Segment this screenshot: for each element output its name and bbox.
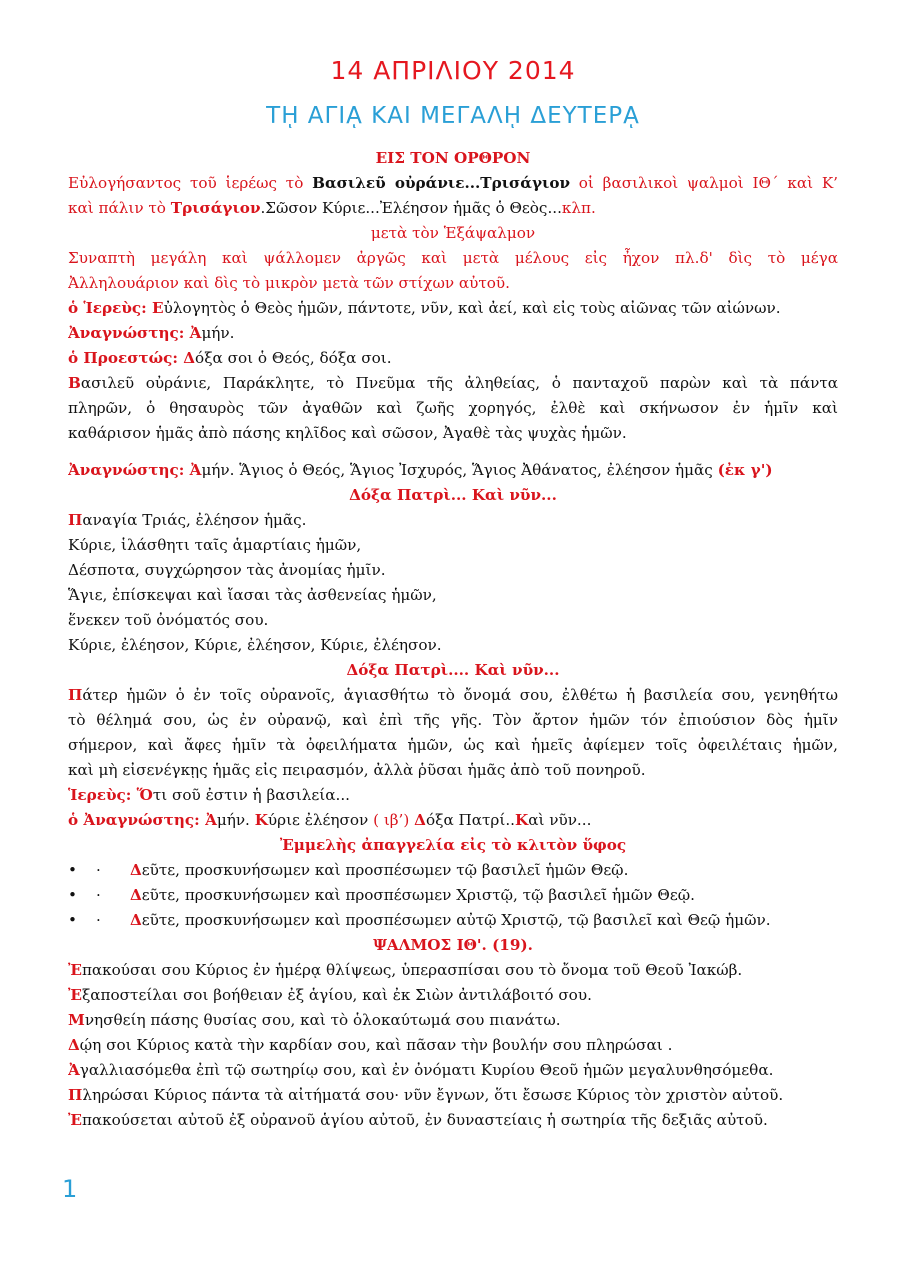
item-text: εῦτε, προσκυνήσωμεν καὶ προσπέσωμεν τῷ βασιλεῖ ἡμῶν Θεῷ. <box>141 861 629 879</box>
day-title: Τῌ ΑΓΙᾼ ΚΑΙ ΜΕΓΑΛῌ ΔΕΥΤΕΡᾼ <box>266 103 640 129</box>
lords-prayer-line-2: τὸ θέλημά σου, ὡς ἐν οὐρανῷ, καὶ ἐπὶ τῆς γῆς. Τὸν ἄρτον ἡμῶν τόν ἐπιούσιον δὸς ἡμῖν <box>68 711 838 729</box>
initial-letter: Δ <box>68 1036 80 1054</box>
trinity-line-1 <box>68 508 838 533</box>
initial-letter: Δ <box>183 349 196 367</box>
trisagion-rubric: (ἐκ γ') <box>717 461 773 479</box>
item-text: εῦτε, προσκυνήσωμεν καὶ προσπέσωμεν αὐτῷ Χριστῷ, τῷ βασιλεῖ καὶ Θεῷ ἡμῶν. <box>141 911 771 929</box>
initial-letter: Δ <box>414 811 426 829</box>
response-rubric: ( ιβ’) <box>373 811 410 829</box>
lords-prayer-line-4: καὶ μὴ εἰσενέγκῃς ἡμᾶς εἰς πειρασμόν, ἀλλὰ ῥῦσαι ἡμᾶς ἀπὸ τοῦ πονηροῦ. <box>68 761 646 779</box>
intro-text-a: Εὐλογήσαντος τοῦ ἱερέως τὸ <box>68 174 313 192</box>
middle-dot: · <box>96 911 101 929</box>
middle-dot: · <box>96 861 101 879</box>
synapti-line-2: Ἀλληλουάριον καὶ δὶς τὸ μικρὸν μετὰ τῶν στίχων αὐτοῦ. <box>68 274 510 292</box>
superior-text: όξα σοι ὁ Θεός, δόξα σοι. <box>195 349 392 367</box>
reader-label: ὁ Ἀναγνώστης: <box>68 811 206 829</box>
initial-letter: Κ <box>254 811 268 829</box>
reader-label: Ἀναγνώστης: <box>68 324 190 342</box>
reader-text: μήν. <box>201 324 235 342</box>
synapti-line-1: Συναπτὴ μεγάλη καὶ ψάλλομεν ἀργῶς καὶ μετὰ μέλους εἰς ἦχον πλ.δ' δὶς τὸ μέγα <box>68 249 838 267</box>
superior-doxology <box>68 346 838 371</box>
initial-letter: Δ <box>130 911 142 929</box>
initial-letter: Ἀ <box>189 324 202 342</box>
priest-ekphonesis <box>68 783 838 808</box>
item-text: εῦτε, προσκυνήσωμεν καὶ προσπέσωμεν Χριστῷ, τῷ βασιλεῖ ἡμῶν Θεῷ. <box>141 886 695 904</box>
heavenly-king-line-1 <box>68 371 838 396</box>
intro-line-2 <box>68 196 838 221</box>
initial-letter: Ἐ <box>68 961 82 979</box>
date-heading: 14 ΑΠΡΙΛΙΟΥ 2014 <box>330 56 576 85</box>
verse-text: πακούσεται αὐτοῦ ἐξ οὐρανοῦ ἁγίου αὐτοῦ, ἐν δυναστείαις ἡ σωτηρία τῆς δεξιᾶς αὐτοῦ. <box>81 1111 768 1129</box>
reader-response <box>68 808 838 833</box>
reader-amen <box>68 321 838 346</box>
verse-text: γαλλιασόμεθα ἐπὶ τῷ σωτηρίῳ σου, καὶ ἐν ὀνόματι Κυρίου Θεοῦ ἡμῶν μεγαλυνθησόμεθα. <box>79 1061 774 1079</box>
trinity-line-4: Ἅγιε, ἐπίσκεψαι καὶ ἴασαι τὰς ἀσθενείας ἡμῶν, <box>68 586 437 604</box>
psalm-verse <box>68 958 838 983</box>
prayer-text: ασιλεῦ οὐράνιε, Παράκλητε, τὸ Πνεῦμα τῆς ἀληθείας, ὁ πανταχοῦ παρὼν καὶ τὰ πάντα <box>80 374 838 392</box>
ekphonesis-text: τι σοῦ ἐστιν ἡ βασιλεία... <box>152 786 350 804</box>
psalm-verse <box>68 1108 838 1133</box>
verse-text: ξαποστείλαι σοι βοήθειαν ἐξ ἁγίου, καὶ ἐκ Σιὼν ἀντιλάβοιτό σου. <box>81 986 592 1004</box>
prayer-text: αναγία Τριάς, ἐλέησον ἡμᾶς. <box>82 511 307 529</box>
response-text: μήν. <box>216 811 255 829</box>
intro-line-1 <box>68 171 838 196</box>
trisagion-line <box>68 458 838 483</box>
response-text: όξα Πατρί.. <box>425 811 515 829</box>
trinity-line-2: Κύριε, ἱλάσθητι ταῖς ἁμαρτίαις ἡμῶν, <box>68 536 362 554</box>
priest-label: Ἱερεὺς: <box>68 786 137 804</box>
bullet-icon: • <box>68 911 77 929</box>
trinity-line-5: ἕνεκεν τοῦ ὀνόματός σου. <box>68 611 269 629</box>
verse-text: νησθείη πάσης θυσίας σου, καὶ τὸ ὁλοκαύτωμά σου πιανάτω. <box>84 1011 561 1029</box>
doxa-heading-1: Δόξα Πατρὶ... Καὶ νῦν... <box>349 486 557 504</box>
hexapsalmos-rubric: μετὰ τὸν Ἑξάψαλμον <box>370 224 536 242</box>
section-heading-orthros: ΕΙΣ ΤΟΝ ΟΡΘΡΟΝ <box>375 149 531 167</box>
initial-letter: Β <box>68 374 81 392</box>
psalm-verse <box>68 1083 838 1108</box>
paragraph-gap <box>68 446 838 458</box>
initial-letter: Ἐ <box>68 1111 82 1129</box>
lords-prayer-line-3: σήμερον, καὶ ἄφες ἡμῖν τὰ ὀφειλήματα ἡμῶν, ὡς καὶ ἡμεῖς ἀφίεμεν τοῖς ὀφειλέταις ἡμῶν, <box>68 736 838 754</box>
service-text <box>68 146 838 1133</box>
bullet-icon: • <box>68 886 77 904</box>
initial-letter: Ἀ <box>68 1061 80 1079</box>
initial-letter: Δ <box>130 861 142 879</box>
psalm-verse <box>68 1008 838 1033</box>
initial-letter: Δ <box>130 886 142 904</box>
initial-letter: Ἀ <box>189 461 202 479</box>
initial-letter: Ἀ <box>205 811 217 829</box>
superior-label: ὁ Προεστώς: <box>68 349 184 367</box>
psalm-verse <box>68 1033 838 1058</box>
come-worship-item <box>68 908 838 933</box>
heavenly-king-line-2: πληρῶν, ὁ θησαυρὸς τῶν ἀγαθῶν καὶ ζωῆς χορηγός, ἐλθὲ καὶ σκήνωσον ἐν ἡμῖν καὶ <box>68 399 838 417</box>
priest-text: ὐλογητὸς ὁ Θεὸς ἡμῶν, πάντοτε, νῦν, καὶ ἀεί, καὶ εἰς τοὺς αἰῶνας τῶν αἰώνων. <box>163 299 781 317</box>
intro-text-b: Βασιλεῦ οὐράνιε...Τρισάγιον <box>312 174 570 192</box>
heavenly-king-line-3: καθάρισον ἡμᾶς ἀπὸ πάσης κηλῖδος καὶ σῶσον, Ἀγαθὲ τὰς ψυχὰς ἡμῶν. <box>68 424 627 442</box>
intro-text-e: Τρισάγιον <box>170 199 261 217</box>
prayer-text: άτερ ἡμῶν ὁ ἐν τοῖς οὐρανοῖς, ἁγιασθήτω τὸ ὄνομά σου, ἐλθέτω ἡ βασιλεία σου, γενηθήτω <box>82 686 838 704</box>
initial-letter: Μ <box>68 1011 85 1029</box>
trisagion-text: μήν. Ἅγιος ὁ Θεός, Ἅγιος Ἰσχυρός, Ἅγιος Ἀθάνατος, ἐλέησον ἡμᾶς <box>201 461 718 479</box>
psalm-heading: ΨΑΛΜΟΣ ΙΘ'. (19). <box>373 936 533 954</box>
emmelis-heading: Ἐμμελὴς ἀπαγγελία εἰς τὸ κλιτὸν ὕφος <box>279 836 627 854</box>
trinity-line-6: Κύριε, ἐλέησον, Κύριε, ἐλέησον, Κύριε, ἐλέησον. <box>68 636 442 654</box>
initial-letter: Ἐ <box>68 986 82 1004</box>
page-number: 1 <box>62 1175 78 1203</box>
psalm-verse <box>68 1058 838 1083</box>
intro-text-f: .Σῶσον Κύριε...Ἐλέησον ἡμᾶς ὁ Θεὸς... <box>260 199 562 217</box>
initial-letter: Ε <box>152 299 164 317</box>
initial-letter: Π <box>68 1086 83 1104</box>
intro-text-d: καὶ πάλιν τὸ <box>68 199 171 217</box>
psalm-verse <box>68 983 838 1008</box>
come-worship-item <box>68 858 838 883</box>
verse-text: ῴη σοι Κύριος κατὰ τὴν καρδίαν σου, καὶ πᾶσαν τὴν βουλήν σου πληρώσαι . <box>79 1036 673 1054</box>
initial-letter: Π <box>68 686 83 704</box>
lords-prayer-line-1 <box>68 683 838 708</box>
verse-text: πακούσαι σου Κύριος ἐν ἡμέρᾳ θλίψεως, ὑπερασπίσαι σου τὸ ὄνομα τοῦ Θεοῦ Ἰακώβ. <box>81 961 743 979</box>
doxa-heading-2: Δόξα Πατρὶ.... Καὶ νῦν... <box>346 661 560 679</box>
initial-letter: Κ <box>514 811 529 829</box>
bullet-icon: • <box>68 861 77 879</box>
intro-text-c: οἱ βασιλικοὶ ψαλμοὶ ΙΘ΄ καὶ Κ’ <box>570 174 838 192</box>
reader-label: Ἀναγνώστης: <box>68 461 190 479</box>
initial-letter: Π <box>68 511 83 529</box>
verse-text: ληρώσαι Κύριος πάντα τὰ αἰτήματά σου· νῦν ἔγνων, ὅτι ἔσωσε Κύριος τὸν χριστὸν αὐτοῦ. <box>82 1086 784 1104</box>
intro-text-g: κλπ. <box>561 199 596 217</box>
trinity-line-3: Δέσποτα, συγχώρησον τὰς ἀνομίας ἡμῖν. <box>68 561 386 579</box>
initial-letter: Ὅ <box>136 786 153 804</box>
priest-label: ὁ Ἱερεὺς: <box>68 299 153 317</box>
come-worship-item <box>68 883 838 908</box>
response-text: ύριε ἐλέησον <box>267 811 374 829</box>
middle-dot: · <box>96 886 101 904</box>
priest-blessing <box>68 296 838 321</box>
response-text: αὶ νῦν... <box>528 811 592 829</box>
